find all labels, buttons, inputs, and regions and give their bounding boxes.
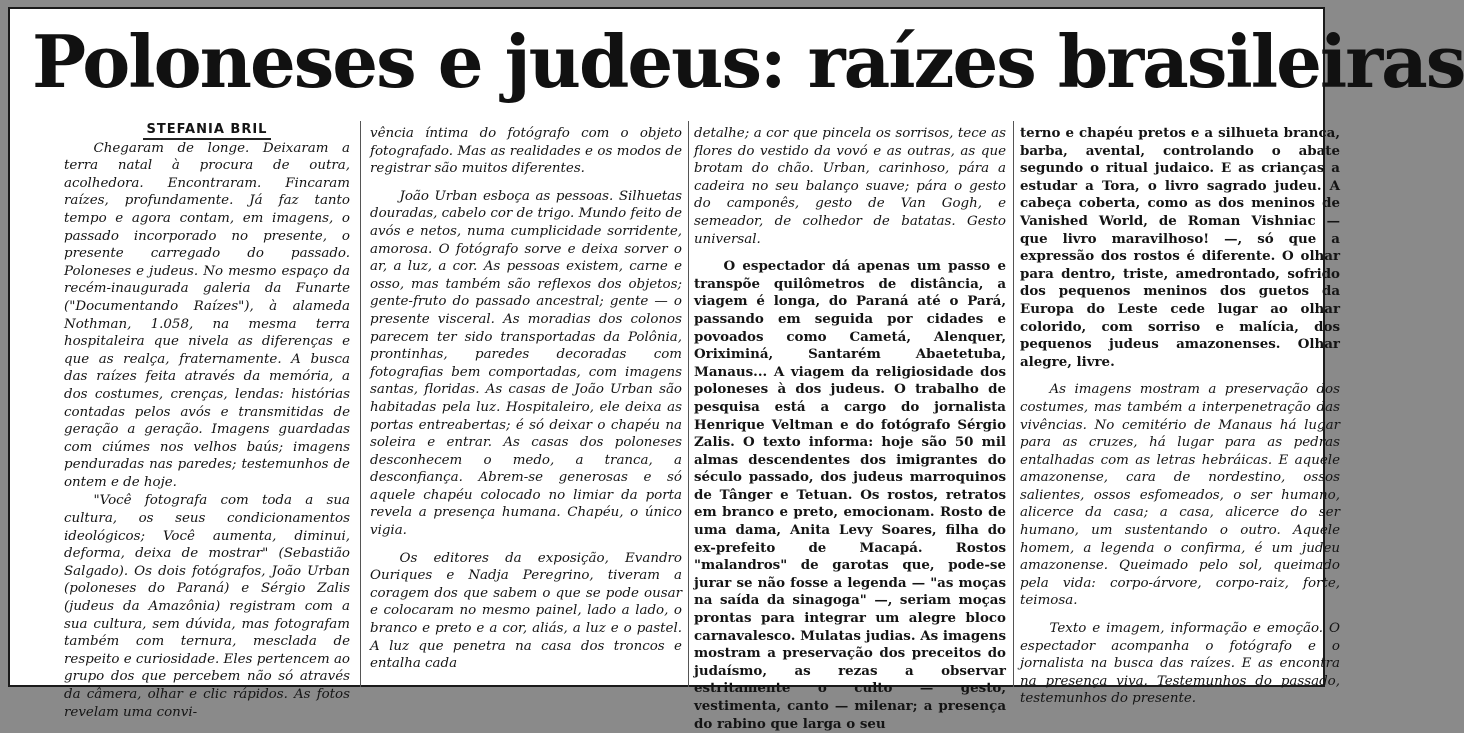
col2-paragraph-2: João Urban esboça as pessoas. Silhuetas douradas, cabelo cor de trigo. Mundo feito de avós e netos, numa cumplicidade sorridente, amorosa. O fotógrafo sorve e deixa sorver o ar, a luz, a cor. As pessoas existem, carne e osso, mas também são reflexos dos objetos; gente-fruto do passado ancestral; gente — o presente visceral. As moradias dos colonos parecem ter sido transportadas da Polônia, prontinhas, paredes decoradas com fotografias bem comportadas, com imagens santas, floridas. As casas de João Urban são habitadas pela luz. Hospitaleiro, ele deixa as portas entreabertas; é só deixar o chapéu na soleira e entrar. As casas dos poloneses desconhecem o medo, a tranca, a desconfiança. Abrem-se generosas e só aquele chapéu colocado no limiar da porta revela a presença humana. Chapéu, o único vigia. xyxy=(370,188,682,539)
column-divider-3 xyxy=(1013,121,1014,687)
col2-paragraph-3: Os editores da exposição, Evandro Ouriques e Nadja Peregrino, tiveram a coragem dos que sabem o que se pode ousar e colocaram no mesmo painel, lado a lado, o branco e preto e a cor, aliás, a luz e o pastel. A luz que penetra na casa dos troncos e entalha cada xyxy=(370,550,682,672)
col3-paragraph-1: detalhe; a cor que pincela os sorrisos, tece as flores do vestido da vovó e as outras, as que brotam do chão. Urban, carinhoso, pára a cadeira no seu balanço suave; pára o gesto do camponês, gesto de Van Gogh, e semeador, de colhedor de batatas. Gesto universal. xyxy=(694,126,1006,247)
col3-paragraph-2: O espectador dá apenas um passo e transpõe quilômetros de distância, a viagem é longa, do Paraná até o Pará, passando em seguida por cidades e povoados como Cametá, Alenquer, Oriximiná, Santarém Abaetetuba, Manaus... A viagem da religiosidade dos poloneses à dos judeus. O trabalho de pesquisa está a cargo do jornalista Henrique Veltman e do fotógrafo Sérgio Zalis. O texto informa: hoje são 50 mil almas descendentes dos imigrantes do século passado, dos judeus marroquinos de Tânger e Tetuan. Os rostos, retratos em branco e preto, emocionam. Rosto de uma dama, Anita Levy Soares, filha do ex-prefeito de Macapá. Rostos "malandros" de garotas que, pode-se jurar se não fosse a legenda — "as moças na saída da sinagoga" —, seriam moças prontas para integrar um alegre bloco carnavalesco. Mulatas judias. As imagens mostram a preservação dos preceitos do judaísmo, as rezas a observar estritamente o culto — gesto, vestimenta, canto — milenar; a presença do rabino que larga o seu xyxy=(694,258,1006,732)
column-4 xyxy=(1020,125,1340,707)
column-divider-1 xyxy=(360,121,361,687)
col4-paragraph-3: Texto e imagem, informação e emoção. O espectador acompanha o fotógrafo e o jornalista na busca das raízes. E as encontra na presença viva. Testemunhos do passado, testemunhos do presente. xyxy=(1020,621,1340,707)
headline: Poloneses e judeus: raízes brasileiras xyxy=(32,19,1464,104)
column-1 xyxy=(64,121,350,720)
newspaper-clipping xyxy=(8,7,1464,732)
column-3 xyxy=(694,125,1006,732)
col1-paragraph-1: Chegaram de longe. Deixaram a terra natal à procura de outra, acolhedora. Encontraram. Fincaram raízes, profundamente. Já faz tanto tempo e agora contam, em imagens, o passado incorporado no presente, o presente carregado do passado. Poloneses e judeus. No mesmo espaço da recém-inaugurada galeria da Funarte ("Documentando Raízes"), à alameda Nothman, 1.058, na mesma terra hospitaleira que nivela as diferenças e que as realça, fraternamente. A busca das raízes feita através da memória, a dos costumes, crenças, lendas: histórias contadas pelos avós e transmitidas de geração a geração. Imagens guardadas com ciúmes nos velhos baús; imagens penduradas nas paredes; testemunhos de ontem e de hoje. xyxy=(64,140,350,490)
byline-text: STEFANIA BRIL xyxy=(143,122,272,140)
col4-paragraph-1: terno e chapéu pretos e a silhueta branca, barba, avental, controlando o abate segundo o ritual judaico. E as crianças a estudar a Tora, o livro sagrado judeu. A cabeça coberta, como as dos meninos de Vanished World, de Roman Vishniac — que livro maravilhoso! —, só que a expressão dos rostos é diferente. O olhar para dentro, triste, amedrontado, sofrido dos pequenos meninos dos guetos da Europa do Leste cede lugar ao olhar colorido, com sorriso e malícia, dos pequenos judeus amazonenses. Olhar alegre, livre. xyxy=(1020,125,1340,370)
column-2 xyxy=(370,125,682,687)
col2-paragraph-1: vência íntima do fotógrafo com o objeto fotografado. Mas as realidades e os modos de registrar são muitos diferentes. xyxy=(370,126,682,177)
col1-paragraph-2: "Você fotografa com toda a sua cultura, os seus condicionamentos ideológicos; Você aumenta, diminui, deforma, deixa de mostrar" (Sebastião Salgado). Os dois fotógrafos, João Urban (poloneses do Paraná) e Sérgio Zalis (judeus da Amazônia) registram com a sua cultura, sem dúvida, mas fotografam também com ternura, mesclada de respeito e curiosidade. Eles pertencem ao grupo dos que percebem não só através da câmera, olhar e clic rápidos. As fotos revelam uma convi- xyxy=(64,493,350,720)
byline xyxy=(64,121,350,139)
col4-paragraph-2: As imagens mostram a preservação dos costumes, mas também a interpenetração das vivências. No cemitério de Manaus há lugar para as cruzes, há lugar para as pedras entalhadas com as letras hebráicas. E aquele amazonense, cara de nordestino, ossos salientes, ossos esfomeados, o ser humano, alicerce da casa; a casa, alicerce do ser humano, um sustentando o outro. Aquele homem, a legenda o confirma, é um judeu amazonense. Queimado pelo sol, queimado pela vida: corpo-árvore, corpo-raiz, forte, teimosa. xyxy=(1020,382,1340,609)
column-divider-2 xyxy=(688,121,689,687)
